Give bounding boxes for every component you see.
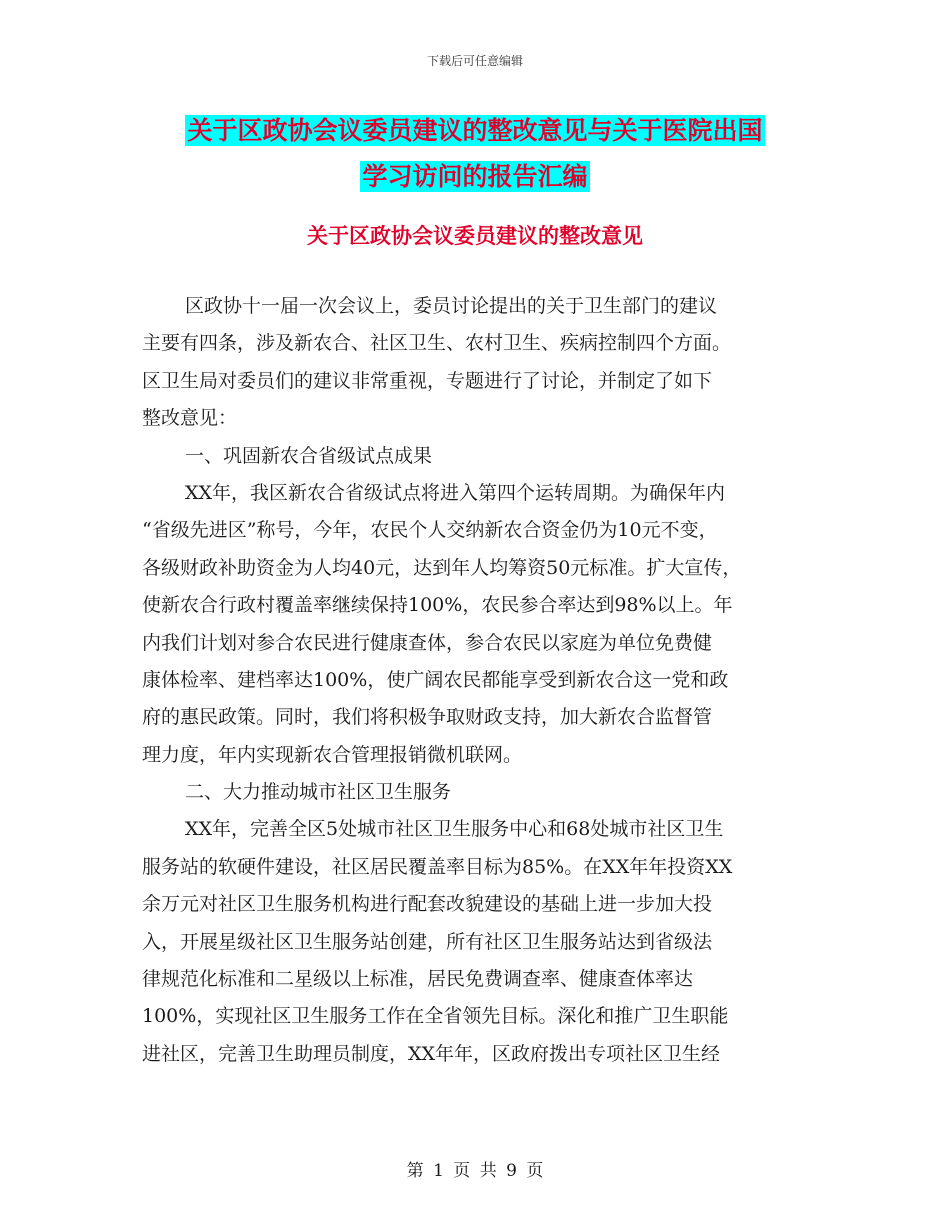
body-line: XX年，我区新农合省级试点将进入第四个运转周期。为确保年内 (185, 481, 726, 504)
body-line: 进社区，完善卫生助理员制度，XX年年，区政府拨出专项社区卫生经 (142, 1042, 721, 1065)
body-line: 主要有四条，涉及新农合、社区卫生、农村卫生、疾病控制四个方面。 (142, 332, 732, 355)
body-line: 入，开展星级社区卫生服务站创建，所有社区卫生服务站达到省级法 (142, 930, 713, 953)
document-title (0, 108, 950, 200)
document-title-line-1: 关于区政协会议委员建议的整改意见与关于医院出国 (187, 116, 763, 145)
body-line: 各级财政补助资金为人均40元，达到年人均筹资50元标准。扩大宣传， (142, 556, 742, 579)
body-line: 100%，实现社区卫生服务工作在全省领先目标。深化和推广卫生职能 (142, 1005, 729, 1028)
body-text (142, 288, 832, 1073)
page-footer: 第 1 页 共 9 页 (406, 1161, 544, 1181)
body-line: 区卫生局对委员们的建议非常重视，专题进行了讨论，并制定了如下 (142, 369, 713, 392)
body-line: 内我们计划对参合农民进行健康查体，参合农民以家庭为单位免费健 (142, 631, 713, 654)
body-line: 康体检率、建档率达100%，使广阔农民都能享受到新农合这一党和政 (142, 668, 729, 691)
body-line: “省级先进区”称号，今年，农民个人交纳新农合资金仍为10元不变， (142, 519, 718, 542)
body-line: 整改意见： (142, 407, 238, 430)
body-line: 余万元对社区卫生服务机构进行配套改貌建设的基础上进一步加大投 (142, 893, 713, 916)
body-line: 使新农合行政村覆盖率继续保持100%，农民参合率达到98%以上。年 (142, 594, 733, 617)
body-line: 二、大力推动城市社区卫生服务 (185, 781, 452, 804)
section-title: 关于区政协会议委员建议的整改意见 (307, 223, 643, 248)
header-note: 下载后可任意编辑 (426, 54, 523, 68)
body-line: 区政协十一届一次会议上，委员讨论提出的关于卫生部门的建议 (185, 295, 718, 317)
body-line: 一、巩固新农合省级试点成果 (185, 444, 433, 467)
body-line: 服务站的软硬件建设，社区居民覆盖率目标为85%。在XX年年投资XX (142, 855, 733, 878)
body-line: 律规范化标准和二星级以上标准，居民免费调查率、健康查体率达 (142, 968, 694, 991)
body-line: XX年，完善全区5处城市社区卫生服务中心和68处城市社区卫生 (185, 818, 724, 841)
body-line: 理力度，年内实现新农合管理报销微机联网。 (142, 743, 523, 766)
document-title-line-2: 学习访问的报告汇编 (362, 162, 588, 191)
body-line: 府的惠民政策。同时，我们将积极争取财政支持，加大新农合监督管 (142, 706, 713, 729)
